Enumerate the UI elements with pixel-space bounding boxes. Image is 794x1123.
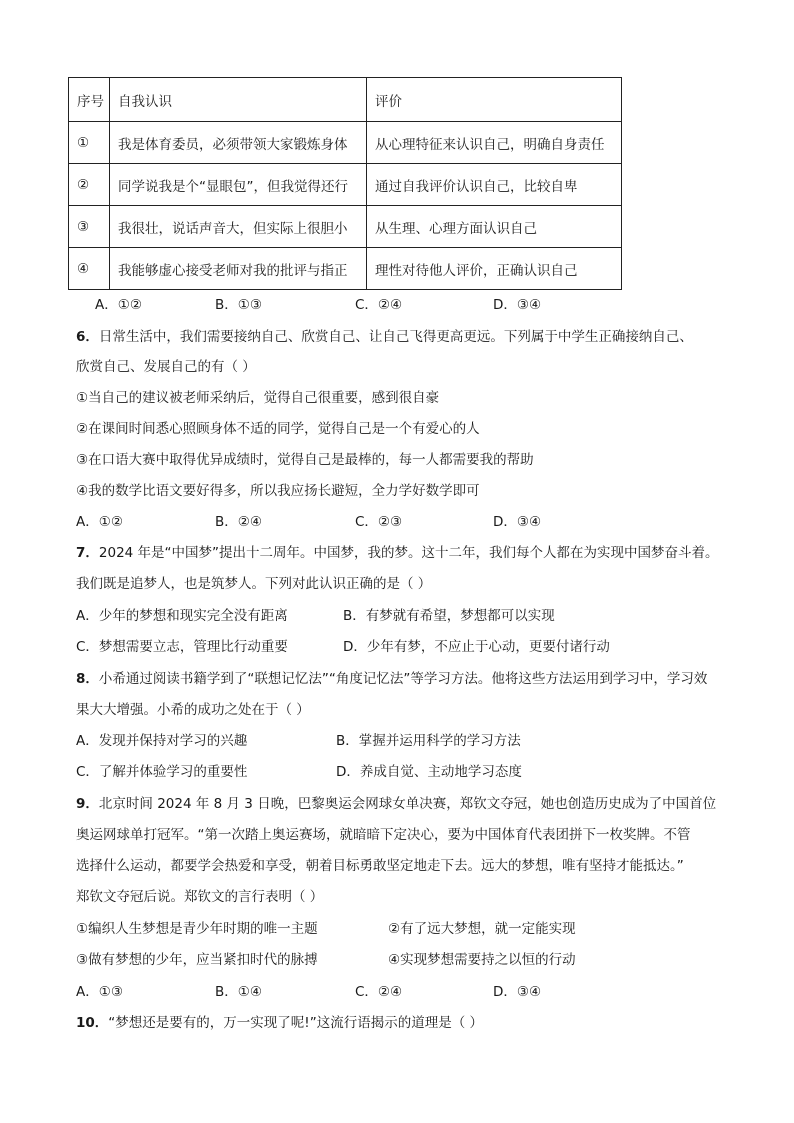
q6-item: ①当自己的建议被老师采纳后，觉得自己很重要，感到很自豪	[76, 390, 440, 406]
q6-option-d[interactable]: D．③④	[493, 514, 542, 530]
evaluation-cell: 从生理、心理方面认识自己	[367, 206, 622, 248]
q7-stem: 2024 年是“中国梦”提出十二周年。中国梦，我的梦。这十二年，我们每个人都在为实现中国梦奋斗着。	[98, 545, 719, 561]
row-number: ①	[69, 122, 110, 164]
self-awareness-cell: 同学说我是个“显眼包”，但我觉得还行	[110, 164, 367, 206]
q9-stem: 北京时间 2024 年 8 月 3 日晚，巴黎奥运会网球女单决赛，郑钦文夺冠，她也创造历史成为了中国首位	[98, 796, 717, 812]
q9-option-a[interactable]: A．①③	[76, 984, 123, 1000]
q9-option-d[interactable]: D．③④	[493, 984, 542, 1000]
q9-item: ①编织人生梦想是青少年时期的唯一主题	[76, 921, 318, 937]
q7-option-c[interactable]: C．梦想需要立志，管理比行动重要	[76, 639, 288, 655]
row-number: ④	[69, 248, 110, 290]
q6-option-b[interactable]: B．②④	[215, 514, 262, 530]
self-awareness-cell: 我是体育委员，必须带领大家锻炼身体	[110, 122, 367, 164]
q6-option-c[interactable]: C．②③	[355, 514, 403, 530]
q8-option-c[interactable]: C．了解并体验学习的重要性	[76, 764, 248, 780]
q6-item: ②在课间时间悉心照顾身体不适的同学，觉得自己是一个有爱心的人	[76, 421, 480, 437]
q6-option-a[interactable]: A．①②	[76, 514, 123, 530]
header-cell: 自我认识	[110, 78, 367, 122]
q8-number: 8．	[76, 671, 99, 687]
q8-option-a[interactable]: A．发现并保持对学习的兴趣	[76, 733, 248, 749]
q9-option-c[interactable]: C．②④	[355, 984, 403, 1000]
evaluation-cell: 从心理特征来认识自己，明确自身责任	[367, 122, 622, 164]
q7-number: 7．	[76, 545, 99, 561]
q6-item: ③在口语大赛中取得优异成绩时，觉得自己是最棒的，每一人都需要我的帮助	[76, 452, 534, 468]
q7-option-a[interactable]: A．少年的梦想和现实完全没有距离	[76, 608, 288, 624]
q6-item: ④我的数学比语文要好得多，所以我应扬长避短，全力学好数学即可	[76, 483, 480, 499]
row-number: ③	[69, 206, 110, 248]
evaluation-cell: 通过自我评价认识自己，比较自卑	[367, 164, 622, 206]
q9-stem-line: 郑钦文夺冠后说。郑钦文的言行表明（ ）	[76, 889, 324, 905]
header-cell: 评价	[367, 78, 622, 122]
q8-stem: 小希通过阅读书籍学到了“联想记忆法”“角度记忆法”等学习方法。他将这些方法运用到学习中，学习效	[98, 671, 708, 687]
q7-stem-line: 我们既是追梦人，也是筑梦人。下列对此认识正确的是（ ）	[76, 576, 432, 592]
q5-option-b[interactable]: B．①③	[215, 297, 262, 313]
q10-stem-line	[76, 1013, 483, 1033]
q6-stem: 日常生活中，我们需要接纳自己、欣赏自己、让自己飞得更高更远。下列属于中学生正确接纳自己、	[98, 329, 693, 345]
q9-item: ④实现梦想需要持之以恒的行动	[388, 952, 576, 968]
evaluation-cell: 理性对待他人评价，正确认识自己	[367, 248, 622, 290]
q10-stem: “梦想还是要有的，万一实现了呢!”这流行语揭示的道理是（ ）	[108, 1015, 483, 1031]
q6-number: 6．	[76, 329, 99, 345]
row-number: ②	[69, 164, 110, 206]
header-cell: 序号	[69, 78, 110, 122]
q8-stem-line: 果大大增强。小希的成功之处在于（ ）	[76, 702, 310, 718]
q5-option-a[interactable]: A．①②	[95, 297, 142, 313]
q8-option-d[interactable]: D．养成自觉、主动地学习态度	[336, 764, 522, 780]
self-awareness-cell: 我能够虚心接受老师对我的批评与指正	[110, 248, 367, 290]
q5-option-d[interactable]: D．③④	[493, 297, 542, 313]
q5-option-c[interactable]: C．②④	[355, 297, 403, 313]
q9-number: 9．	[76, 796, 99, 812]
q9-item: ③做有梦想的少年，应当紧扣时代的脉搏	[76, 952, 318, 968]
q7-option-b[interactable]: B．有梦就有希望，梦想都可以实现	[343, 608, 555, 624]
q8-option-b[interactable]: B．掌握并运用科学的学习方法	[336, 733, 521, 749]
q9-option-b[interactable]: B．①④	[215, 984, 262, 1000]
self-awareness-cell: 我很壮，说话声音大，但实际上很胆小	[110, 206, 367, 248]
q10-number: 10．	[76, 1015, 109, 1031]
q9-stem-line: 奥运网球单打冠军。“第一次踏上奥运赛场，就暗暗下定决心，要为中国体育代表团拼下一枚奖牌。不管	[76, 827, 691, 843]
q7-option-d[interactable]: D．少年有梦，不应止于心动，更要付诸行动	[343, 639, 610, 655]
q9-stem-line: 选择什么运动，都要学会热爱和享受，朝着目标勇敢坚定地走下去。远大的梦想，唯有坚持才能抵达。”	[76, 858, 684, 874]
q9-item: ②有了远大梦想，就一定能实现	[388, 921, 576, 937]
q6-stem-line: 欣赏自己、发展自己的有（ ）	[76, 359, 256, 375]
